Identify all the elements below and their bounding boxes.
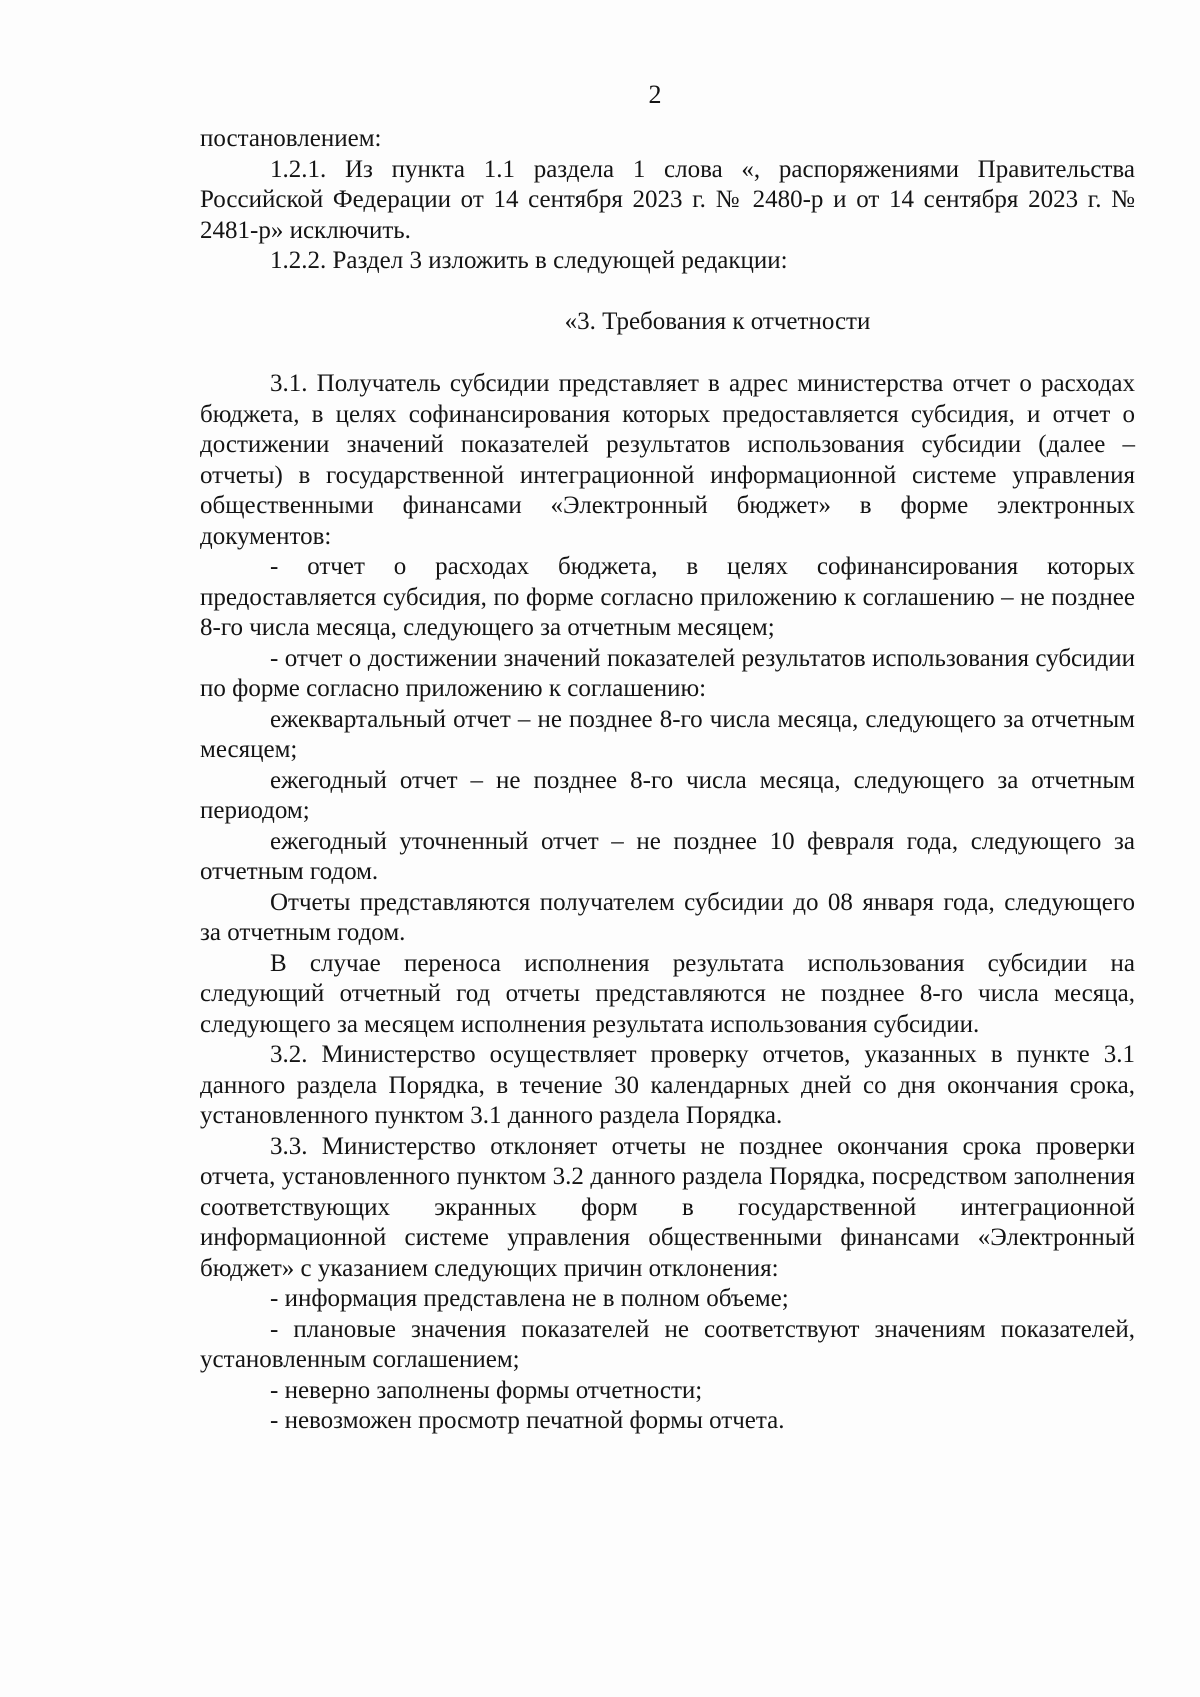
paragraph-reason-no-print: - невозможен просмотр печатной формы отчета. xyxy=(270,1407,785,1434)
paragraph-annual-report: ежегодный отчет – не позднее 8-го числа месяца, следующего за отчетным периодом; xyxy=(200,766,1135,824)
paragraph-quarterly-report: ежеквартальный отчет – не позднее 8-го числа месяца, следующего за отчетным месяцем; xyxy=(200,705,1135,763)
paragraph-3-3: 3.3. Министерство отклоняет отчеты не позднее окончания срока проверки отчета, установленного пунктом 3.2 данного раздела Порядка, посредством заполнения соответствующих экранных форм в государственной интеграционной информационной системе управления общественными финансами «Электронный бюджет» с указанием следующих причин отклонения: xyxy=(200,1132,1135,1282)
paragraph-1-2-2: 1.2.2. Раздел 3 изложить в следующей редакции: xyxy=(270,247,788,274)
paragraph-reason-wrong-forms: - неверно заполнены формы отчетности; xyxy=(270,1376,703,1404)
paragraph-intro: постановлением: xyxy=(200,125,382,152)
paragraph-1-2-1: 1.2.1. Из пункта 1.1 раздела 1 слова «, распоряжениями Правительства Российской Федерации от 14 сентября 2023 г. № 2480-р и от 14 сентября 2023 г. № 2481-р» исключить. xyxy=(200,155,1135,244)
page-number: 2 xyxy=(648,80,662,109)
document-body xyxy=(200,124,1135,1437)
paragraph-reason-incomplete: - информация представлена не в полном объеме; xyxy=(270,1285,789,1312)
paragraph-reason-mismatch: - плановые значения показателей не соответствуют значениям показателей, установленным соглашением; xyxy=(200,1315,1135,1373)
paragraph-indicators-report: - отчет о достижении значений показателей результатов использования субсидии по форме согласно приложению к соглашению: xyxy=(200,644,1135,702)
section-heading: «3. Требования к отчетности xyxy=(564,307,871,335)
paragraph-3-1: 3.1. Получатель субсидии представляет в адрес министерства отчет о расходах бюджета, в целях софинансирования которых предоставляется субсидия, и отчет о достижении значений показателей результатов использования субсидии (далее – отчеты) в государственной интеграционной информационной системе управления общественными финансами «Электронный бюджет» в форме электронных документов: xyxy=(200,370,1135,550)
paragraph-expense-report: - отчет о расходах бюджета, в целях софинансирования которых предоставляется субсидия, по форме согласно приложению к соглашению – не позднее 8-го числа месяца, следующего за отчетным месяцем; xyxy=(200,553,1135,641)
paragraph-refined-annual-report: ежегодный уточненный отчет – не позднее 10 февраля года, следующего за отчетным годом. xyxy=(200,827,1135,885)
paragraph-reports-deadline: Отчеты представляются получателем субсидии до 08 января года, следующего за отчетным годом. xyxy=(200,888,1135,946)
paragraph-3-2: 3.2. Министерство осуществляет проверку отчетов, указанных в пункте 3.1 данного раздела Порядка, в течение 30 календарных дней со дня окончания срока, установленного пунктом 3.1 данного раздела Порядка. xyxy=(200,1041,1135,1129)
paragraph-postponement: В случае переноса исполнения результата использования субсидии на следующий отчетный год отчеты представляются не позднее 8-го числа месяца, следующего за месяцем исполнения результата использования субсидии. xyxy=(200,949,1135,1038)
